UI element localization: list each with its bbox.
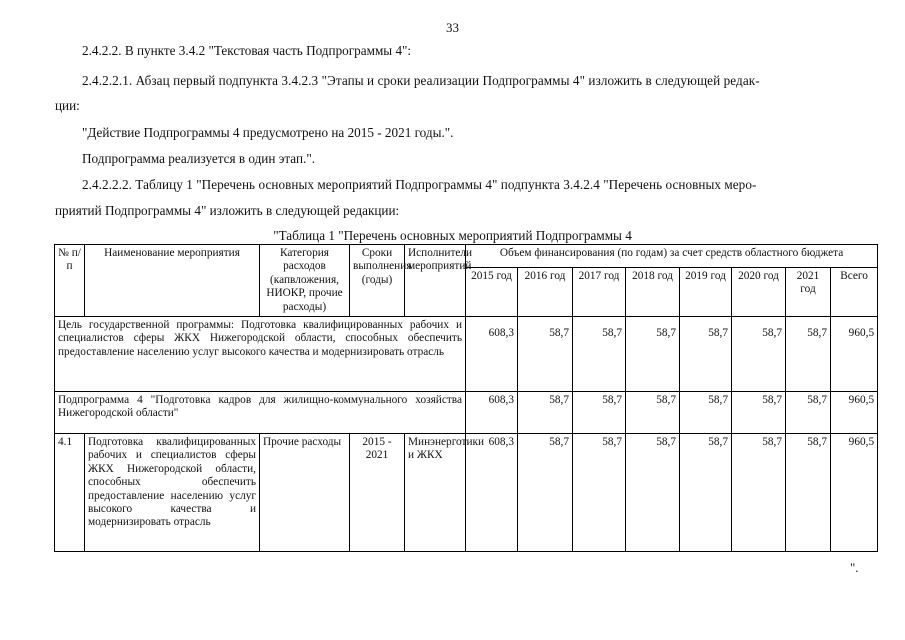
goal-value-2019: 58,7 <box>680 317 732 392</box>
header-year-2021: 2021 год <box>786 268 831 317</box>
activity-num: 4.1 <box>55 434 85 552</box>
header-year-2019: 2019 год <box>680 268 732 317</box>
goal-value-2015: 608,3 <box>466 317 518 392</box>
subprogram-value-2021: 58,7 <box>786 392 831 434</box>
paragraph-2-4-2-2-1-line1: 2.4.2.2.1. Абзац первый подпункта 3.4.2.3 "Этапы и сроки реализации Подпрограммы 4" изложить в следующей редак- <box>82 73 760 88</box>
table-row <box>55 392 878 434</box>
activity-terms: 2015 - 2021 <box>350 434 405 552</box>
goal-value-2018: 58,7 <box>626 317 680 392</box>
paragraph-2-4-2-2-2-line2: приятий Подпрограммы 4" изложить в следующей редакции: <box>55 203 400 218</box>
activity-value-2017: 58,7 <box>573 434 626 552</box>
activity-value-2015: 608,3 <box>466 434 518 552</box>
header-terms: Сроки выполнения (годы) <box>350 245 405 317</box>
goal-value-2021: 58,7 <box>786 317 831 392</box>
header-name: Наименование мероприятия <box>85 245 260 317</box>
goal-value-total: 960,5 <box>831 317 878 392</box>
goal-value-2020: 58,7 <box>732 317 786 392</box>
header-year-2020: 2020 год <box>732 268 786 317</box>
table-header-row <box>55 245 878 268</box>
header-year-2017: 2017 год <box>573 268 626 317</box>
goal-value-2016: 58,7 <box>518 317 573 392</box>
activity-value-2020: 58,7 <box>732 434 786 552</box>
subprogram-value-2016: 58,7 <box>518 392 573 434</box>
activities-table <box>54 244 878 552</box>
goal-value-2017: 58,7 <box>573 317 626 392</box>
header-category: Категория расходов (капвложения, НИОКР, прочие расходы) <box>260 245 350 317</box>
header-year-2016: 2016 год <box>518 268 573 317</box>
activity-value-2019: 58,7 <box>680 434 732 552</box>
quoted-duration-text: "Действие Подпрограммы 4 предусмотрено на 2015 - 2021 годы.". <box>82 125 454 140</box>
activity-category: Прочие расходы <box>260 434 350 552</box>
header-funding: Объем финансирования (по годам) за счет средств областного бюджета <box>466 245 878 268</box>
closing-quote: ". <box>850 560 859 575</box>
subprogram-value-2017: 58,7 <box>573 392 626 434</box>
table-caption: "Таблица 1 "Перечень основных мероприятий Подпрограммы 4 <box>273 228 632 243</box>
subprogram-value-2015: 608,3 <box>466 392 518 434</box>
activity-name: Подготовка квалифицированных рабочих и специалистов сферы ЖКХ Нижегородской области, способных обеспечить предоставление населению услуг высокого качества и модернизировать отрасль <box>85 434 260 552</box>
quoted-stage-text: Подпрограмма реализуется в один этап.". <box>82 151 316 166</box>
table-row <box>55 434 878 552</box>
header-year-2015: 2015 год <box>466 268 518 317</box>
table-row <box>55 317 878 392</box>
activity-value-total: 960,5 <box>831 434 878 552</box>
header-year-2018: 2018 год <box>626 268 680 317</box>
activity-value-2018: 58,7 <box>626 434 680 552</box>
header-executors: Исполнители мероприятий <box>405 245 466 317</box>
subprogram-label: Подпрограмма 4 "Подготовка кадров для жилищно-коммунального хозяйства Нижегородской области" <box>55 392 466 434</box>
activity-executors: Минэнерготики и ЖКХ <box>405 434 466 552</box>
paragraph-2-4-2-2-1-line2: ции: <box>55 98 80 113</box>
subprogram-value-2019: 58,7 <box>680 392 732 434</box>
page-number: 33 <box>446 20 459 35</box>
goal-label: Цель государственной программы: Подготовка квалифицированных рабочих и специалистов сферы ЖКХ Нижегородской области, способных обеспечить предоставление населению услуг высокого качества и модернизировать отрасль <box>55 317 466 392</box>
activity-value-2021: 58,7 <box>786 434 831 552</box>
paragraph-2-4-2-2: 2.4.2.2. В пункте 3.4.2 "Текстовая часть Подпрограммы 4": <box>82 43 412 58</box>
header-num: № п/п <box>55 245 85 317</box>
subprogram-value-2018: 58,7 <box>626 392 680 434</box>
subprogram-value-total: 960,5 <box>831 392 878 434</box>
activity-value-2016: 58,7 <box>518 434 573 552</box>
header-total: Всего <box>831 268 878 317</box>
subprogram-value-2020: 58,7 <box>732 392 786 434</box>
paragraph-2-4-2-2-2-line1: 2.4.2.2.2. Таблицу 1 "Перечень основных мероприятий Подпрограммы 4" подпункта 3.4.2.4 "Перечень основных меро- <box>82 177 757 192</box>
